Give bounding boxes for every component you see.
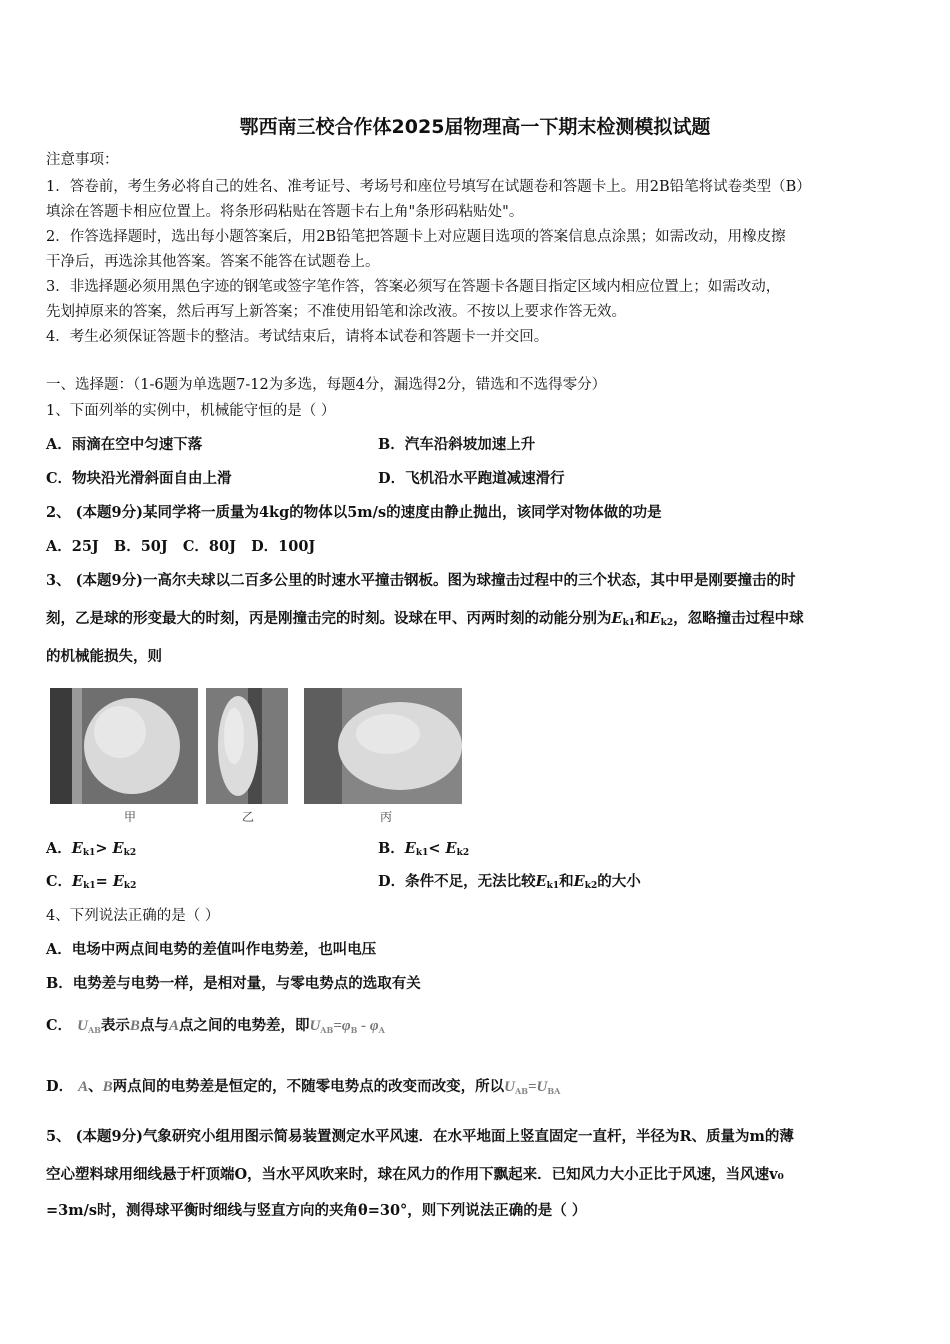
q5-line: 5、 (本题9分)气象研究小组用图示简易装置测定水平风速．在水平地面上竖直固定一直杆，半径为R、质量为m的薄 [46,1128,794,1145]
notice-line: 1．答卷前，考生务必将自己的姓名、准考证号、考场号和座位号填写在试题卷和答题卡上。用2B铅笔将试卷类型（B） [46,179,811,195]
q4-option-d: D． A、B两点间的电势差是恒定的，不随零电势点的改变而改变，所以$U_{AB}=U_{BA}$ [46,1078,561,1096]
q5-line: 空心塑料球用细线悬于杆顶端O，当水平风吹来时，球在风力的作用下飘起来．已知风力大小正比于风速，当风速v₀ [46,1166,784,1183]
q3-option-c: C．$E_{k1}= E_{k2}$ [46,873,137,891]
q3-option-b: B．$E_{k1}< E_{k2}$ [378,840,470,858]
q3-line: 3、 (本题9分)一高尔夫球以二百多公里的时速水平撞击钢板。图为球撞击过程中的三个状态，其中甲是刚要撞击的时 [46,572,796,589]
q3-text: 和 [635,610,650,627]
q3-text: 刻，乙是球的形变最大的时刻，丙是刚撞击完的时刻。设球在甲、丙两时刻的动能分别为 [46,610,612,627]
section-heading: 一、选择题：（1-6题为单选题7-12为多选，每题4分，漏选得2分，错选和不选得零分） [46,377,607,393]
q3-line: 刻，乙是球的形变最大的时刻，丙是刚撞击完的时刻。设球在甲、丙两时刻的动能分别为$E_{k1}$和$E_{k2}$，忽略撞击过程中球 [46,610,804,628]
notice-line: 干净后，再选涂其他答案。答案不能答在试题卷上。 [46,254,380,270]
q1-option-b: B．汽车沿斜坡加速上升 [378,436,536,453]
golf-ball-image [304,688,462,804]
q4-stem: 4、下列说法正确的是（ ） [46,908,220,924]
q2-options: A．25J B．50J C．80J D．100J [46,538,316,555]
q1-stem: 1、下面列举的实例中，机械能守恒的是（ ） [46,403,336,419]
q1-option-a: A．雨滴在空中匀速下落 [46,436,203,453]
q1-option-d: D．飞机沿水平跑道减速滑行 [378,470,565,487]
golf-ball-photo-yi [206,688,288,804]
golf-ball-image [206,688,288,804]
photo-caption: 甲 [124,810,137,824]
q4-option-b: B．电势差与电势一样，是相对量，与零电势点的选取有关 [46,975,421,992]
photo-caption: 丙 [380,810,393,824]
golf-ball-photo-jia [50,688,198,804]
notice-line: 4．考生必须保证答题卡的整洁。考试结束后，请将本试卷和答题卡一并交回。 [46,329,549,345]
notice-line: 填涂在答题卡相应位置上。将条形码粘贴在答题卡右上角"条形码粘贴处"。 [46,204,524,220]
q3-option-d: D．条件不足，无法比较$E_{k1}$和$E_{k2}$的大小 [378,873,641,891]
notice-heading: 注意事项： [46,152,119,168]
notice-line: 3．非选择题必须用黑色字迹的钢笔或签字笔作答，答案必须写在答题卡各题目指定区域内相应位置上；如需改动， [46,279,781,295]
golf-ball-image [50,688,198,804]
q4-option-c: C． $U_{AB}$表示B点与A点之间的电势差，即$U_{AB}=\varphi_B - \varphi_A$ [46,1017,385,1035]
golf-ball-photo-bing [304,688,462,804]
photo-caption: 乙 [242,810,255,824]
q3-text: ，忽略撞击过程中球 [673,610,804,627]
q1-option-c: C．物块沿光滑斜面自由上滑 [46,470,232,487]
notice-line: 先划掉原来的答案，然后再写上新答案；不准使用铅笔和涂改液。不按以上要求作答无效。 [46,304,626,320]
notice-line: 2．作答选择题时，选出每小题答案后，用2B铅笔把答题卡上对应题目选项的答案信息点涂黑；如需改动，用橡皮擦 [46,229,786,245]
q3-line: 的机械能损失，则 [46,648,162,665]
q4-option-a: A．电场中两点间电势的差值叫作电势差，也叫电压 [46,941,377,958]
q2-stem: 2、 (本题9分)某同学将一质量为4kg的物体以5m/s的速度由静止抛出，该同学对物体做的功是 [46,504,662,521]
q3-option-a: A．$E_{k1}> E_{k2}$ [46,840,137,858]
q5-line: =3m/s时，测得球平衡时细线与竖直方向的夹角θ=30°，则下列说法正确的是（ ） [46,1202,587,1219]
exam-title: 鄂西南三校合作体2025届物理高一下期末检测模拟试题 [239,116,711,138]
